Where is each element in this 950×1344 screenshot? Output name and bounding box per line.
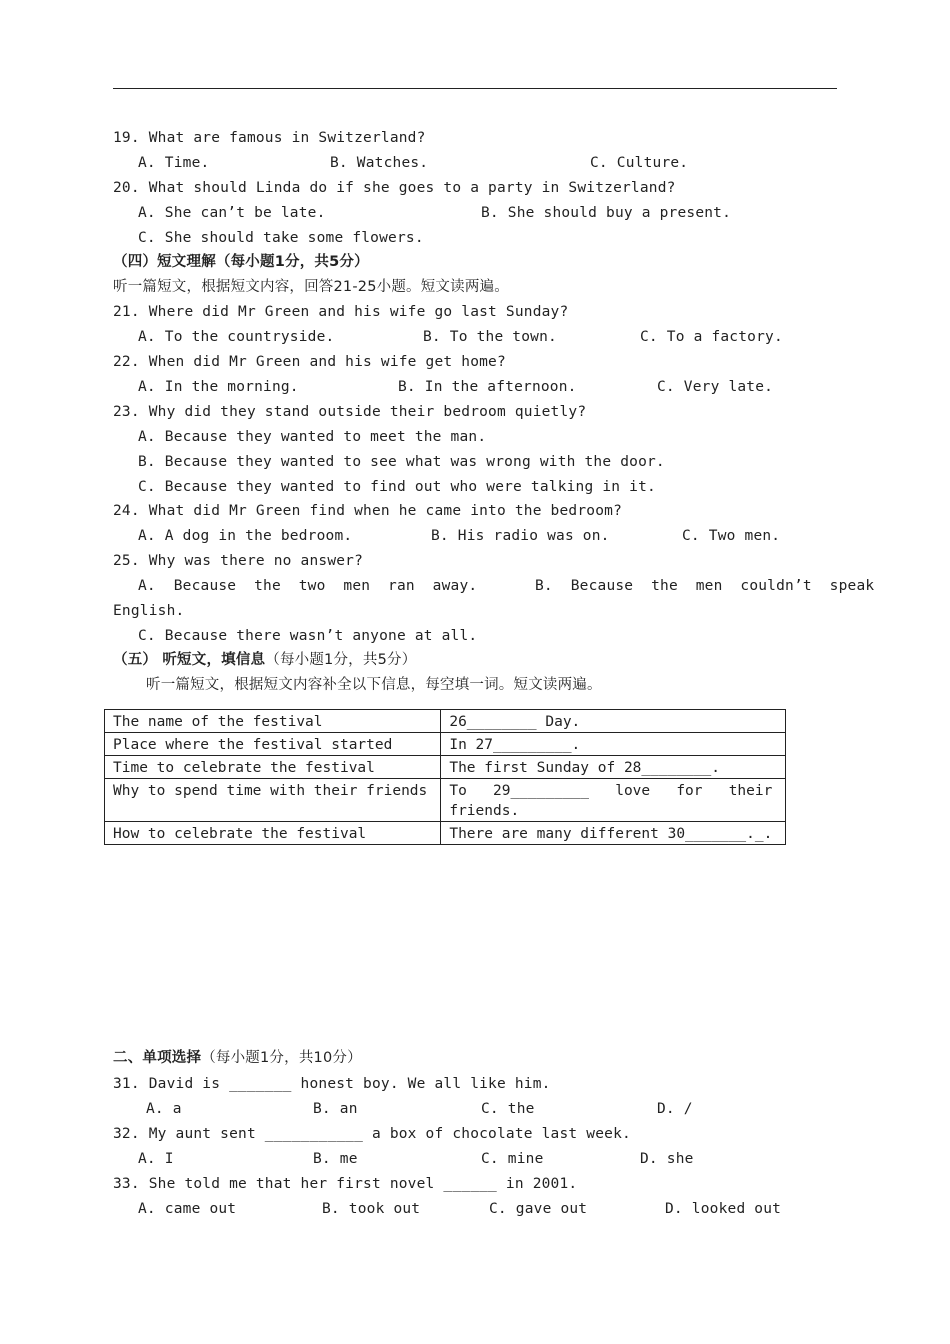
q25-stem: 25. Why was there no answer? — [113, 553, 364, 569]
q24-option-b: B. His radio was on. — [431, 528, 610, 544]
q22-stem: 22. When did Mr Green and his wife get home? — [113, 354, 506, 370]
section2-title — [113, 1048, 362, 1068]
q23-option-c: C. Because they wanted to find out who were talking in it. — [138, 479, 656, 495]
table-row — [105, 822, 786, 845]
q22-option-b: B. In the afternoon. — [398, 379, 577, 395]
q25-option-b-continued: English. — [113, 603, 185, 619]
q21-option-b: B. To the town. — [423, 329, 557, 345]
q32-option-c: C. mine — [481, 1151, 544, 1167]
header-rule — [113, 88, 837, 89]
table-row — [105, 733, 786, 756]
q25-option-b: B. Because the men couldn’t speak — [535, 578, 875, 594]
q32-stem: 32. My aunt sent ___________ a box of chocolate last week. — [113, 1126, 631, 1142]
table-row — [105, 756, 786, 779]
table-row — [105, 710, 786, 733]
section4-title: （四）短文理解（每小题1分，共5分） — [113, 254, 369, 270]
q20-stem: 20. What should Linda do if she goes to a party in Switzerland? — [113, 180, 676, 196]
table-cell-blank: To 29_________ love for their friends. — [441, 779, 786, 822]
q21-option-c: C. To a factory. — [640, 329, 783, 345]
q20-option-c: C. She should take some flowers. — [138, 230, 424, 246]
q21-option-a: A. To the countryside. — [138, 329, 335, 345]
table-cell-blank: There are many different 30_______._. — [441, 822, 786, 845]
q31-stem: 31. David is _______ honest boy. We all like him. — [113, 1076, 551, 1092]
section5-instructions: 听一篇短文，根据短文内容补全以下信息，每空填一词。短文读两遍。 — [146, 677, 602, 693]
table-cell-label: Time to celebrate the festival — [105, 756, 441, 779]
q33-option-b: B. took out — [322, 1201, 421, 1217]
q23-option-b: B. Because they wanted to see what was wrong with the door. — [138, 454, 665, 470]
q31-option-c: C. the — [481, 1101, 535, 1117]
q32-option-a: A. I — [138, 1151, 174, 1167]
section5-title-bold: （五） 听短文，填信息 — [113, 652, 266, 668]
q19-option-c: C. Culture. — [590, 155, 689, 171]
table-cell-blank: In 27_________. — [441, 733, 786, 756]
q20-option-a: A. She can’t be late. — [138, 205, 326, 221]
q25-option-c: C. Because there wasn’t anyone at all. — [138, 628, 478, 644]
table-row — [105, 779, 786, 822]
q22-option-a: A. In the morning. — [138, 379, 299, 395]
table-cell-label: How to celebrate the festival — [105, 822, 441, 845]
section2-title-rest: （每小题1分，共10分） — [201, 1050, 362, 1066]
q23-stem: 23. Why did they stand outside their bedroom quietly? — [113, 404, 587, 420]
q21-stem: 21. Where did Mr Green and his wife go last Sunday? — [113, 304, 569, 320]
section4-instructions: 听一篇短文，根据短文内容，回答21-25小题。短文读两遍。 — [113, 279, 509, 295]
table-cell-blank: 26________ Day. — [441, 710, 786, 733]
table-cell-blank: The first Sunday of 28________. — [441, 756, 786, 779]
q24-stem: 24. What did Mr Green find when he came into the bedroom? — [113, 503, 622, 519]
q31-option-b: B. an — [313, 1101, 358, 1117]
q24-option-c: C. Two men. — [682, 528, 781, 544]
q23-option-a: A. Because they wanted to meet the man. — [138, 429, 487, 445]
q22-option-c: C. Very late. — [657, 379, 774, 395]
q25-option-a: A. Because the two men ran away. — [138, 578, 478, 594]
q33-stem: 33. She told me that her first novel ______ in 2001. — [113, 1176, 578, 1192]
table-cell-label: Why to spend time with their friends — [105, 779, 441, 822]
section2-title-bold: 二、单项选择 — [113, 1050, 202, 1066]
table-cell-label: Place where the festival started — [105, 733, 441, 756]
q19-option-b: B. Watches. — [330, 155, 429, 171]
info-table — [104, 709, 786, 845]
q33-option-a: A. came out — [138, 1201, 237, 1217]
q24-option-a: A. A dog in the bedroom. — [138, 528, 353, 544]
section5-title-rest: （每小题1分，共5分） — [265, 652, 417, 668]
q31-option-a: A. a — [146, 1101, 182, 1117]
q20-option-b: B. She should buy a present. — [481, 205, 732, 221]
section5-title — [113, 650, 416, 670]
q19-stem: 19. What are famous in Switzerland? — [113, 130, 426, 146]
q31-option-d: D. / — [657, 1101, 693, 1117]
q32-option-b: B. me — [313, 1151, 358, 1167]
q19-option-a: A. Time. — [138, 155, 210, 171]
q33-option-c: C. gave out — [489, 1201, 588, 1217]
q32-option-d: D. she — [640, 1151, 694, 1167]
q33-option-d: D. looked out — [665, 1201, 782, 1217]
table-cell-label: The name of the festival — [105, 710, 441, 733]
